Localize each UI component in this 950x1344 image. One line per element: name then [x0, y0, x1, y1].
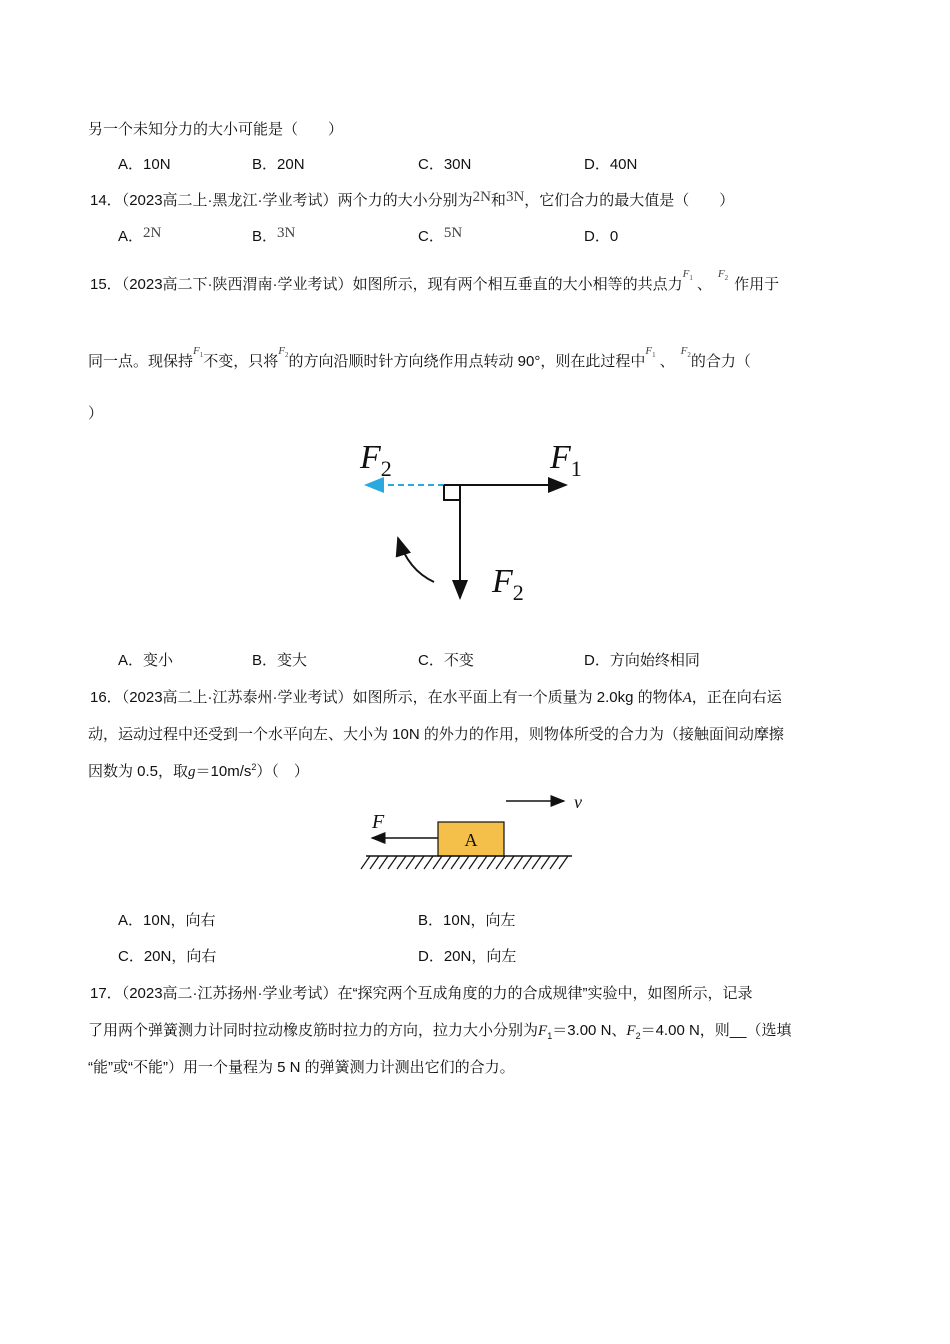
svg-text:F1: $F_1$	[550, 439, 582, 481]
ground-hatch-line	[460, 856, 469, 869]
q16-option-c[interactable]: C．20N，向右	[118, 948, 217, 965]
ground-hatch-line	[415, 856, 424, 869]
ground-hatch-line	[451, 856, 460, 869]
q17-stem-line3: “能”或“不能”）用一个量程为 5 N 的弹簧测力计测出它们的合力。	[88, 1059, 515, 1076]
q16-option-d[interactable]: D．20N，向左	[418, 948, 517, 965]
q16-block-diagram	[360, 788, 580, 874]
ground-hatch-line	[478, 856, 487, 869]
ground-hatch-line	[397, 856, 406, 869]
svg-text:F2: $F_2$	[360, 439, 392, 481]
q16-stem-line1: 16．（2023高二上·江苏泰州·学业考试）如图所示，在水平面上有一个质量为 2.0kg 的物体A，正在向右运	[90, 689, 782, 706]
q15-stem-line3: ）	[88, 405, 104, 422]
q13-option-a[interactable]: A．10N	[118, 156, 171, 173]
svg-text:F: F	[372, 811, 385, 833]
ground-hatch-line	[379, 856, 388, 869]
question-number: 17．	[90, 985, 122, 1002]
question-source: （2023高二上·江苏泰州·学业考试）	[121, 689, 353, 706]
right-angle-mark	[444, 485, 460, 500]
q15-stem-line2: 同一点。现保持$F_1$不变，只将$F_2$的方向沿顺时针方向绕作用点转动 90°，则在此过程中$F_1$ 、$F_2$的合力（	[88, 345, 751, 370]
ground-hatch-line	[433, 856, 442, 869]
q16-option-b[interactable]: B．10N，向左	[418, 912, 516, 929]
question-number: 14．	[90, 192, 122, 209]
ground-hatch-line	[541, 856, 550, 869]
q13-option-c[interactable]: C．30N	[418, 156, 472, 173]
q16-option-a[interactable]: A．10N，向右	[118, 912, 216, 929]
q15-stem-line1: 15．（2023高二下·陕西渭南·学业考试）如图所示，现有两个相互垂直的大小相等的共点力$F_1$ 、$F_2$ 作用于	[90, 268, 780, 293]
q15-option-c[interactable]: C．不变	[418, 652, 474, 669]
q17-stem-line1: 17．（2023高二·江苏扬州·学业考试）在“探究两个互成角度的力的合成规律”实验中，如图所示，记录	[90, 985, 753, 1002]
ground-hatch-line	[388, 856, 397, 869]
question-source: （2023高二·江苏扬州·学业考试）	[121, 985, 338, 1002]
svg-text:F2: $F_2$	[492, 563, 524, 605]
q14-option-b[interactable]: B．3N	[252, 225, 296, 245]
ground-hatch-line	[406, 856, 415, 869]
q16-stem-line3: 因数为 0.5，取$g=10m/s^2$）（ ）	[88, 762, 309, 780]
ground-hatch-line	[523, 856, 532, 869]
ground-hatch-line	[505, 856, 514, 869]
answer-blank[interactable]: __	[729, 1022, 747, 1039]
ground-hatch-line	[361, 856, 370, 869]
ground-hatch-line	[469, 856, 478, 869]
q13-option-d[interactable]: D．40N	[584, 156, 638, 173]
ground-hatch-line	[370, 856, 379, 869]
ground-hatch-line	[424, 856, 433, 869]
q14-option-a[interactable]: A．2N	[118, 225, 162, 245]
q13-stem-tail: 另一个未知分力的大小可能是（ ）	[88, 121, 344, 138]
q15-force-diagram	[340, 430, 600, 610]
question-source: （2023高二上·黑龙江·学业考试）	[121, 192, 338, 209]
ground-hatch-line	[487, 856, 496, 869]
svg-text:A: A	[464, 830, 478, 850]
svg-text:v: v	[574, 792, 582, 812]
question-source: （2023高二下·陕西渭南·学业考试）	[121, 276, 353, 293]
q14-option-c[interactable]: C．5N	[418, 225, 463, 245]
ground-hatch-line	[532, 856, 541, 869]
q13-option-b[interactable]: B．20N	[252, 156, 305, 173]
q15-option-a[interactable]: A．变小	[118, 652, 174, 669]
ground-hatch-line	[442, 856, 451, 869]
ground-hatch-line	[514, 856, 523, 869]
question-number: 16．	[90, 689, 122, 706]
question-number: 15．	[90, 276, 122, 293]
q17-stem-line2: 了用两个弹簧测力计同时拉动橡皮筋时拉力的方向，拉力大小分别为$F_1=3.00$ N、$F_2=4.00$ N，则__（选填	[88, 1022, 792, 1041]
q14-option-d[interactable]: D．0	[584, 228, 619, 245]
rotation-arrow	[398, 538, 434, 582]
ground-hatch-line	[550, 856, 559, 869]
q14-stem: 14．（2023高二上·黑龙江·学业考试）两个力的大小分别为2N和3N，它们合力的最大值是（ ）	[90, 189, 735, 209]
ground-hatch-line	[496, 856, 505, 869]
q16-stem-line2: 动，运动过程中还受到一个水平向左、大小为 10N 的外力的作用，则物体所受的合力为（接触面间动摩擦	[88, 726, 784, 743]
ground-hatch-line	[559, 856, 568, 869]
q15-option-b[interactable]: B．变大	[252, 652, 308, 669]
q15-option-d[interactable]: D．方向始终相同	[584, 652, 700, 669]
